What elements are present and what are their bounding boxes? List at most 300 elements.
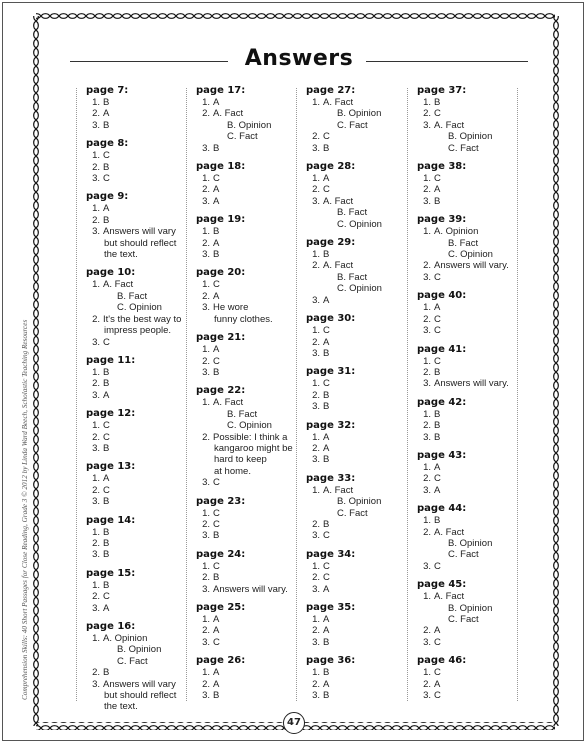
item-number: 3. [202,249,210,261]
item-number: 3. [423,325,431,337]
answer-line [196,356,302,367]
answer-line [86,644,192,655]
answer-line [86,667,192,678]
answer-text: C [103,591,110,603]
answer-text: Answers will vary. [213,583,288,595]
page-heading: page 33: [306,472,356,484]
answer-text: C [213,507,220,519]
answer-line [196,238,302,249]
answer-line [86,580,192,591]
item-number: 1. [312,560,320,572]
answer-text: kangaroo might be [214,442,293,454]
answer-line [306,679,412,690]
page-heading: page 9: [86,191,129,203]
answer-group [306,160,412,230]
answer-line [86,150,192,161]
answer-line [306,131,412,142]
answer-line [306,196,412,207]
answer-text: B. Opinion [227,119,272,131]
item-number: 1. [312,325,320,337]
answer-line [417,108,523,119]
answer-line [417,409,523,420]
item-number: 2. [202,237,210,249]
answer-line [196,637,302,648]
answer-group [86,354,192,401]
answer-column-1 [86,84,192,719]
item-number: 2. [202,572,210,584]
answer-text: C [434,560,441,572]
answer-line [306,283,412,294]
answer-line [196,279,302,290]
page-title: Answers [244,46,354,71]
answer-text: B [213,249,220,261]
item-number: 3. [423,119,431,131]
item-number: 2. [312,184,320,196]
answer-line [86,378,192,389]
answer-text: Answers will vary [103,226,176,238]
answer-line [306,561,412,572]
item-number: 2. [423,313,431,325]
answer-text: C. Opinion [117,302,162,314]
page-heading: page 14: [86,514,136,526]
answer-text: B [103,378,110,390]
answer-line [86,302,192,313]
answer-line [196,226,302,237]
item-number: 3. [312,294,320,306]
answer-text: B [213,226,220,238]
answer-group [196,266,302,325]
page-heading: page 34: [306,548,356,560]
answer-group [417,289,523,336]
item-number: 3. [423,560,431,572]
item-number: 2. [92,537,100,549]
item-number: 1. [202,397,210,409]
answer-line [417,97,523,108]
item-number: 2. [312,131,320,143]
item-number: 2. [202,625,210,637]
answer-line [196,561,302,572]
answer-line [417,238,523,249]
answer-line [86,591,192,602]
answer-text: B [434,431,441,443]
answer-text: C [434,667,441,679]
answer-group [306,84,412,154]
item-number: 3. [92,602,100,614]
answer-text: C [103,420,110,432]
answer-line [196,679,302,690]
page-heading: page 25: [196,602,246,613]
page-heading: page 43: [417,449,467,461]
answer-text: B [323,389,330,401]
item-number: 2. [92,108,100,120]
answer-text: C [434,271,441,283]
answer-line [86,701,192,712]
answer-text: B [103,537,110,549]
answer-text: B. Opinion [448,537,493,549]
answer-text: He wore [213,302,249,314]
answer-text: C [103,336,110,348]
answer-group [306,419,412,466]
page-heading: page 30: [306,313,356,325]
answer-text: B. Fact [337,271,368,283]
answer-text: A [213,625,220,637]
item-number: 3. [202,366,210,378]
answer-text: A [213,237,220,249]
page-heading: page 11: [86,354,136,366]
item-number: 1. [92,366,100,378]
page-heading: page 10: [86,267,136,279]
answer-group [86,567,192,614]
answer-line [306,143,412,154]
item-number: 3. [312,347,320,359]
item-number: 2. [92,161,100,173]
item-number: 2. [312,518,320,530]
answer-line [417,378,523,389]
answer-line [196,97,302,108]
page-heading: page 20: [196,267,246,279]
answer-text: B. Fact [337,207,368,219]
answer-group [306,236,412,306]
answer-group [306,548,412,595]
answer-text: C. Fact [337,119,368,131]
answer-group [306,312,412,359]
answer-line [86,291,192,302]
item-number: 1. [202,614,210,625]
item-number: 2. [92,214,100,226]
item-number: 2. [312,336,320,348]
page-heading: page 44: [417,503,467,515]
answer-line [306,667,412,678]
answer-text: A [103,203,110,215]
answer-group [196,213,302,260]
page-heading: page 31: [306,366,356,378]
item-number: 3. [202,142,210,154]
answer-text: A [323,625,330,637]
item-number: 2. [202,431,210,443]
answer-line [417,603,523,614]
item-number: 1. [423,173,431,185]
answer-line [417,432,523,443]
answer-line [86,633,192,644]
title-row [70,46,528,76]
page-heading: page 32: [306,419,356,431]
answer-line [417,462,523,473]
answer-text: B. Opinion [448,131,493,143]
answer-text: C [213,477,220,489]
answer-text: C [434,355,441,367]
answer-text: A. Fact [213,108,244,120]
answer-text: hard to keep [214,454,267,466]
answer-text: Answers will vary [103,678,176,690]
answer-line [306,485,412,496]
page-heading: page 35: [306,602,356,613]
page-heading: page 28: [306,161,356,173]
answer-line [417,226,523,237]
answer-text: the text. [104,249,138,261]
answer-text: C [213,518,220,530]
answer-line [306,272,412,283]
item-number: 2. [202,108,210,120]
answer-text: B [434,408,441,420]
answer-group [417,578,523,648]
item-number: 3. [423,484,431,496]
answer-text: C [434,636,441,648]
item-number: 1. [423,461,431,473]
answer-group [196,331,302,378]
answer-text: C [103,431,110,443]
answer-text: A [323,442,330,454]
answer-text: B [434,515,441,527]
answer-group [417,654,523,701]
answer-line [196,367,302,378]
answer-text: funny clothes. [214,313,273,325]
item-number: 3. [92,389,100,401]
column-divider [76,88,77,701]
answer-line [306,108,412,119]
answer-text: C [323,530,330,542]
item-number: 3. [312,636,320,648]
answer-text: A [103,602,110,614]
item-number: 1. [312,484,320,496]
item-number: 3. [92,678,100,690]
answer-line [417,667,523,678]
answer-text: B [323,347,330,359]
answer-text: C [213,279,220,291]
item-number: 3. [92,119,100,131]
item-number: 1. [92,526,100,538]
answer-text: B [103,526,110,538]
answer-group [86,266,192,347]
item-number: 3. [312,401,320,413]
answer-line [196,131,302,142]
answer-line [417,625,523,636]
answer-line [196,120,302,131]
item-number: 2. [423,260,431,272]
answer-line [306,378,412,389]
answer-group [417,502,523,572]
answer-text: B [323,518,330,530]
answer-line [86,238,192,249]
item-number: 2. [423,366,431,378]
page-heading: page 15: [86,567,136,579]
item-number: 3. [423,690,431,702]
item-number: 2. [423,526,431,538]
item-number: 2. [92,667,100,679]
answer-line [417,679,523,690]
answer-text: B [323,142,330,154]
item-number: 1. [202,279,210,291]
answer-text: C. Fact [337,507,368,519]
item-number: 3. [423,431,431,443]
item-number: 3. [202,302,210,314]
item-number: 1. [202,507,210,519]
answer-line [196,519,302,530]
answer-line [86,226,192,237]
answer-line [196,477,302,488]
answer-text: B. Opinion [117,644,162,656]
answer-text: C [323,184,330,196]
answer-text: C [434,108,441,120]
answer-text: A [213,290,220,302]
answer-line [306,173,412,184]
item-number: 3. [92,442,100,454]
answer-line [306,508,412,519]
answer-line [417,527,523,538]
answer-text: C [213,355,220,367]
item-number: 1. [202,97,210,108]
item-number: 2. [202,518,210,530]
answer-text: A [323,583,330,595]
answer-group [417,396,523,443]
item-number: 1. [423,226,431,238]
answer-text: A [213,667,220,679]
answer-text: B [434,366,441,378]
answer-line [86,690,192,701]
answer-line [196,466,302,477]
answer-line [86,496,192,507]
answer-text: C [103,150,110,162]
answer-line [306,260,412,271]
item-number: 2. [423,420,431,432]
item-number: 3. [92,496,100,508]
item-number: 1. [423,667,431,679]
item-number: 3. [202,477,210,489]
page-heading: page 46: [417,655,467,667]
answer-line [417,302,523,313]
answer-text: B [213,572,220,584]
item-number: 1. [92,279,100,291]
answer-line [417,272,523,283]
answer-text: B. Opinion [448,602,493,614]
item-number: 3. [202,530,210,542]
answer-line [86,538,192,549]
item-number: 1. [423,302,431,314]
answer-group [196,160,302,207]
page-heading: page 13: [86,461,136,473]
page-heading: page 37: [417,85,467,96]
answer-group [86,190,192,260]
answer-text: the text. [104,701,138,713]
answer-line [196,508,302,519]
answer-line [417,690,523,701]
answer-text: C [213,560,220,572]
page-heading: page 22: [196,385,246,397]
answer-line [306,572,412,583]
answer-line [86,432,192,443]
answer-group [86,137,192,184]
answer-text: B [434,420,441,432]
answer-line [86,162,192,173]
answer-line [196,443,302,454]
answer-text: B [213,142,220,154]
answer-group [86,620,192,713]
item-number: 3. [423,195,431,207]
page-heading: page 12: [86,408,136,420]
answer-line [306,496,412,507]
item-number: 1. [423,97,431,108]
answer-text: A. Fact [323,260,354,272]
answer-text: C. Fact [448,614,479,625]
answer-line [417,538,523,549]
answer-text: B [323,454,330,466]
item-number: 3. [312,142,320,154]
answer-text: C. Opinion [337,283,382,295]
answer-group [196,495,302,542]
answer-line [417,314,523,325]
item-number: 3. [202,690,210,702]
answer-line [417,549,523,560]
page-heading: page 39: [417,214,467,226]
answer-line [306,207,412,218]
answer-text: C. Fact [448,142,479,154]
answer-line [306,401,412,412]
answer-line [306,584,412,595]
answer-text: A. Fact [103,279,134,291]
item-number: 2. [92,484,100,496]
answer-text: A [434,484,441,496]
item-number: 3. [312,530,320,542]
answer-text: A. Fact [323,195,354,207]
page-number: 47 [283,712,305,734]
answer-line [417,614,523,625]
answer-group [196,384,302,488]
item-number: 1. [312,378,320,390]
item-number: 3. [423,378,431,390]
item-number: 3. [312,583,320,595]
answer-text: A [434,184,441,196]
item-number: 3. [423,636,431,648]
answer-line [86,473,192,484]
item-number: 1. [92,473,100,485]
answer-line [86,97,192,108]
answer-text: A. Fact [323,484,354,496]
answer-text: B [103,579,110,591]
page-heading: page 24: [196,548,246,560]
answer-line [196,690,302,701]
answer-text: A. Fact [434,526,465,538]
answer-text: B [103,366,110,378]
answer-text: B. Opinion [337,496,382,508]
answer-line [86,325,192,336]
answer-line [306,249,412,260]
page-heading: page 29: [306,237,356,249]
answer-text: A [103,389,110,401]
item-number: 2. [92,313,100,325]
answer-line [196,454,302,465]
answer-group [196,548,302,595]
answer-text: A. Opinion [434,226,479,238]
answer-text: B [213,530,220,542]
item-number: 2. [423,625,431,637]
item-number: 1. [202,667,210,679]
page-heading: page 40: [417,290,467,302]
item-number: 2. [423,678,431,690]
answer-line [86,337,192,348]
item-number: 1. [202,173,210,185]
answer-text: B [323,667,330,679]
answer-text: B [213,690,220,702]
answer-line [306,690,412,701]
answer-line [417,143,523,154]
page-heading: page 45: [417,579,467,591]
item-number: 3. [312,690,320,702]
answer-text: B [103,496,110,508]
spine-copyright-text: Comprehension Skills: 40 Short Passages for Close Reading, Grade 3 © 2012 by Linda Ward Beech, Scholastic Teaching Resources [21,319,29,700]
item-number: 3. [202,583,210,595]
page-heading: page 21: [196,332,246,344]
item-number: 3. [202,636,210,648]
item-number: 1. [423,408,431,420]
